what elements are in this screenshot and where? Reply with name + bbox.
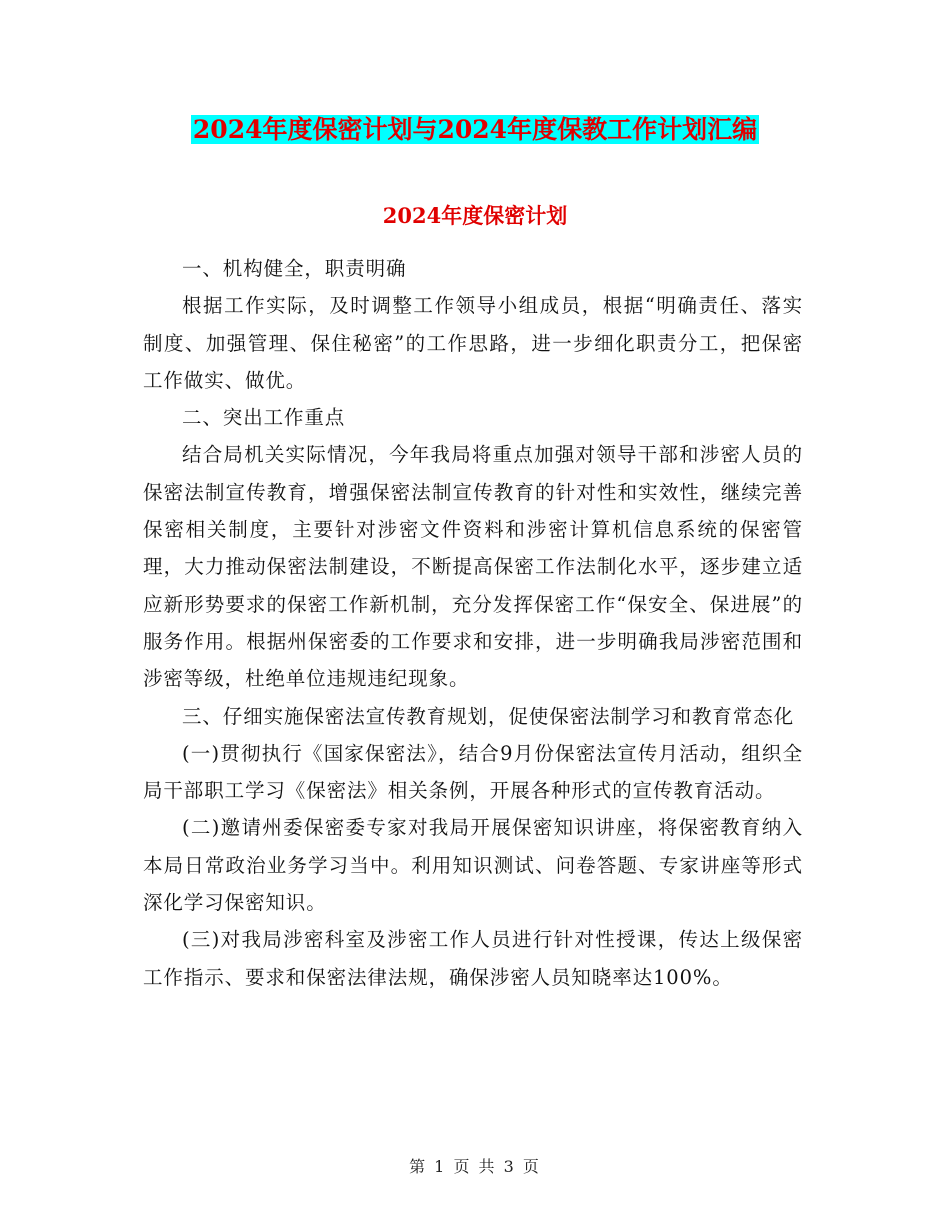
paragraph-1: 根据工作实际，及时调整工作领导小组成员，根据“明确责任、落实制度、加强管理、保住秘密”的工作思路，进一步细化职责分工，把保密工作做实、做优。 — [143, 294, 803, 392]
paragraph-3-item-1: (一)贯彻执行《国家保密法》，结合9月份保密法宣传月活动，组织全局干部职工学习《保密法》相关条例，开展各种形式的宣传教育活动。 — [143, 741, 803, 803]
heading-1: 一、机构健全，职责明确 — [182, 257, 407, 280]
page-number-footer: 第 1 页 共 3 页 — [409, 1157, 541, 1176]
document-title-text: 2024年度保密计划与2024年度保教工作计划汇编 — [192, 115, 758, 144]
paragraph-2: 结合局机关实际情况，今年我局将重点加强对领导干部和涉密人员的保密法制宣传教育，增强保密法制宣传教育的针对性和实效性，继续完善保密相关制度，主要针对涉密文件资料和涉密计算机信息系统的保密管理，大力推动保密法制建设，不断提高保密工作法制化水平，逐步建立适应新形势要求的保密工作新机制，充分发挥保密工作“保安全、保进展”的服务作用。根据州保密委的工作要求和安排，进一步明确我局涉密范围和涉密等级，杜绝单位违规违纪现象。 — [143, 443, 803, 691]
heading-2: 二、突出工作重点 — [182, 406, 346, 430]
paragraph-3-item-2: (二)邀请州委保密委专家对我局开展保密知识讲座，将保密教育纳入本局日常政治业务学习当中。利用知识测试、问卷答题、专家讲座等形式深化学习保密知识。 — [143, 816, 803, 915]
document-body — [143, 250, 803, 996]
paragraph-3-item-3: (三)对我局涉密科室及涉密工作人员进行针对性授课，传达上级保密工作指示、要求和保密法律法规，确保涉密人员知晓率达100%。 — [143, 928, 803, 989]
section-title: 2024年度保密计划 — [382, 203, 568, 228]
heading-3: 三、仔细实施保密法宣传教育规划，促使保密法制学习和教育常态化 — [182, 704, 795, 728]
document-title — [0, 113, 950, 147]
